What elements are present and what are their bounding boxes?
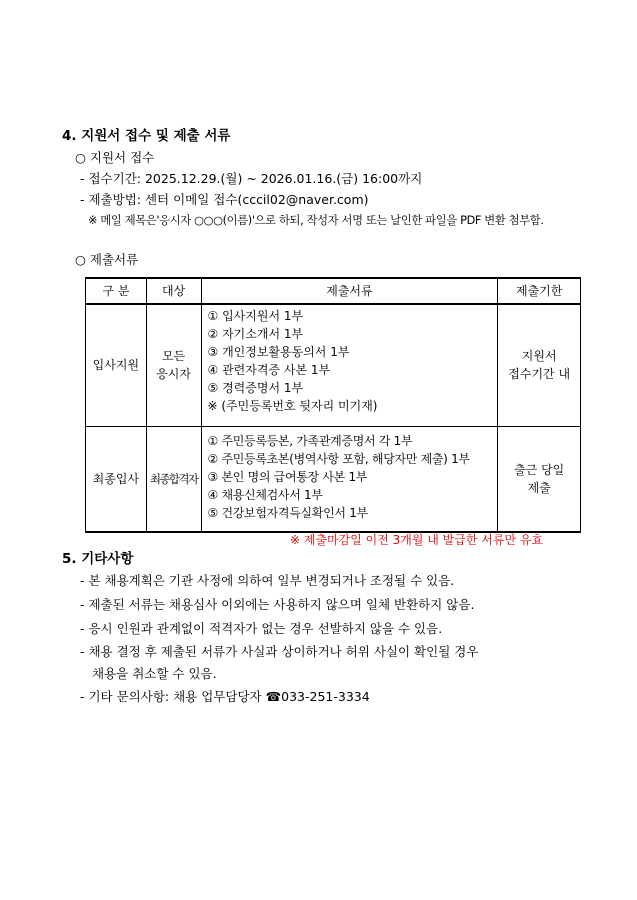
document-item: ④ 관련자격증 사본 1부 [207,363,331,377]
document-item: ⑤ 건강보험자격득실확인서 1부 [207,505,368,520]
deadline-line: 출근 당일 [514,462,565,477]
document-item: ④ 채용신체검사서 1부 [207,487,323,502]
deadline-line: 제출 [527,480,551,495]
table-header-row [86,278,581,304]
notice-item: - 채용 결정 후 제출된 서류가 사실과 상이하거나 허위 사실이 확인될 경우 [80,644,479,659]
document-item: ② 주민등록초본(병역사항 포함, 해당자만 제출) 1부 [207,451,470,466]
row-target [146,304,201,426]
document-item: ③ 본인 명의 급여통장 사본 1부 [207,469,368,484]
header-target: 대상 [146,278,201,304]
row-target [146,426,201,532]
notice-item: - 본 채용계획은 기관 사정에 의하여 일부 변경되거나 조정될 수 있음. [80,573,455,588]
section-5-title: 5. 기타사항 [62,551,134,567]
application-subheading: ○ 지원서 접수 [75,150,155,165]
target-line: 최종합격자 [149,471,198,486]
header-category: 구 분 [86,278,147,304]
table-row [86,426,581,532]
header-deadline: 제출기한 [498,278,581,304]
target-line: 응시자 [156,367,191,382]
target-line: 모든 [162,349,186,364]
documents-subheading: ○ 제출서류 [75,252,139,267]
validity-footnote: ※ 제출마감일 이전 3개월 내 발급한 서류만 유효 [290,533,544,547]
email-subject-note: ※ 메일 제목은'응시자 ○○○(이름)'으로 하되, 작성자 서명 또는 날인한 파일을 PDF 변환 첨부함. [88,214,544,227]
document-item: ③ 개인정보활용동의서 1부 [207,345,350,359]
document-item: ※ (주민등록번호 뒷자리 미기재) [207,399,378,413]
table-row [86,304,581,426]
document-item: ⑤ 경력증명서 1부 [207,381,304,395]
header-documents: 제출서류 [201,278,498,304]
section-4-title: 4. 지원서 접수 및 제출 서류 [62,128,231,144]
row-category: 입사지원 [86,304,147,426]
notice-item: - 제출된 서류는 채용심사 이외에는 사용하지 않으며 일체 반환하지 않음. [80,597,475,612]
row-deadline [498,426,581,532]
application-period: - 접수기간: 2025.12.29.(월) ~ 2026.01.16.(금) 16:00까지 [80,171,423,186]
deadline-line: 지원서 [521,349,557,364]
row-category: 최종입사 [86,426,147,532]
row-documents [201,304,498,426]
row-deadline [498,304,581,426]
document-item: ① 입사지원서 1부 [207,309,304,323]
document-item: ① 주민등록등본, 가족관계증명서 각 1부 [207,433,413,448]
contact-item: - 기타 문의사항: 채용 업무담당자 ☎033-251-3334 [80,689,370,704]
notice-item: - 응시 인원과 관계없이 적격자가 없는 경우 선발하지 않을 수 있음. [80,621,443,636]
document-item: ② 자기소개서 1부 [207,327,304,341]
row-documents [201,426,498,532]
documents-table [85,277,581,533]
deadline-line: 접수기간 내 [508,367,571,382]
submission-method: - 제출방법: 센터 이메일 접수(cccil02@naver.com) [80,192,369,207]
notice-item: 채용을 취소할 수 있음. [92,666,217,681]
